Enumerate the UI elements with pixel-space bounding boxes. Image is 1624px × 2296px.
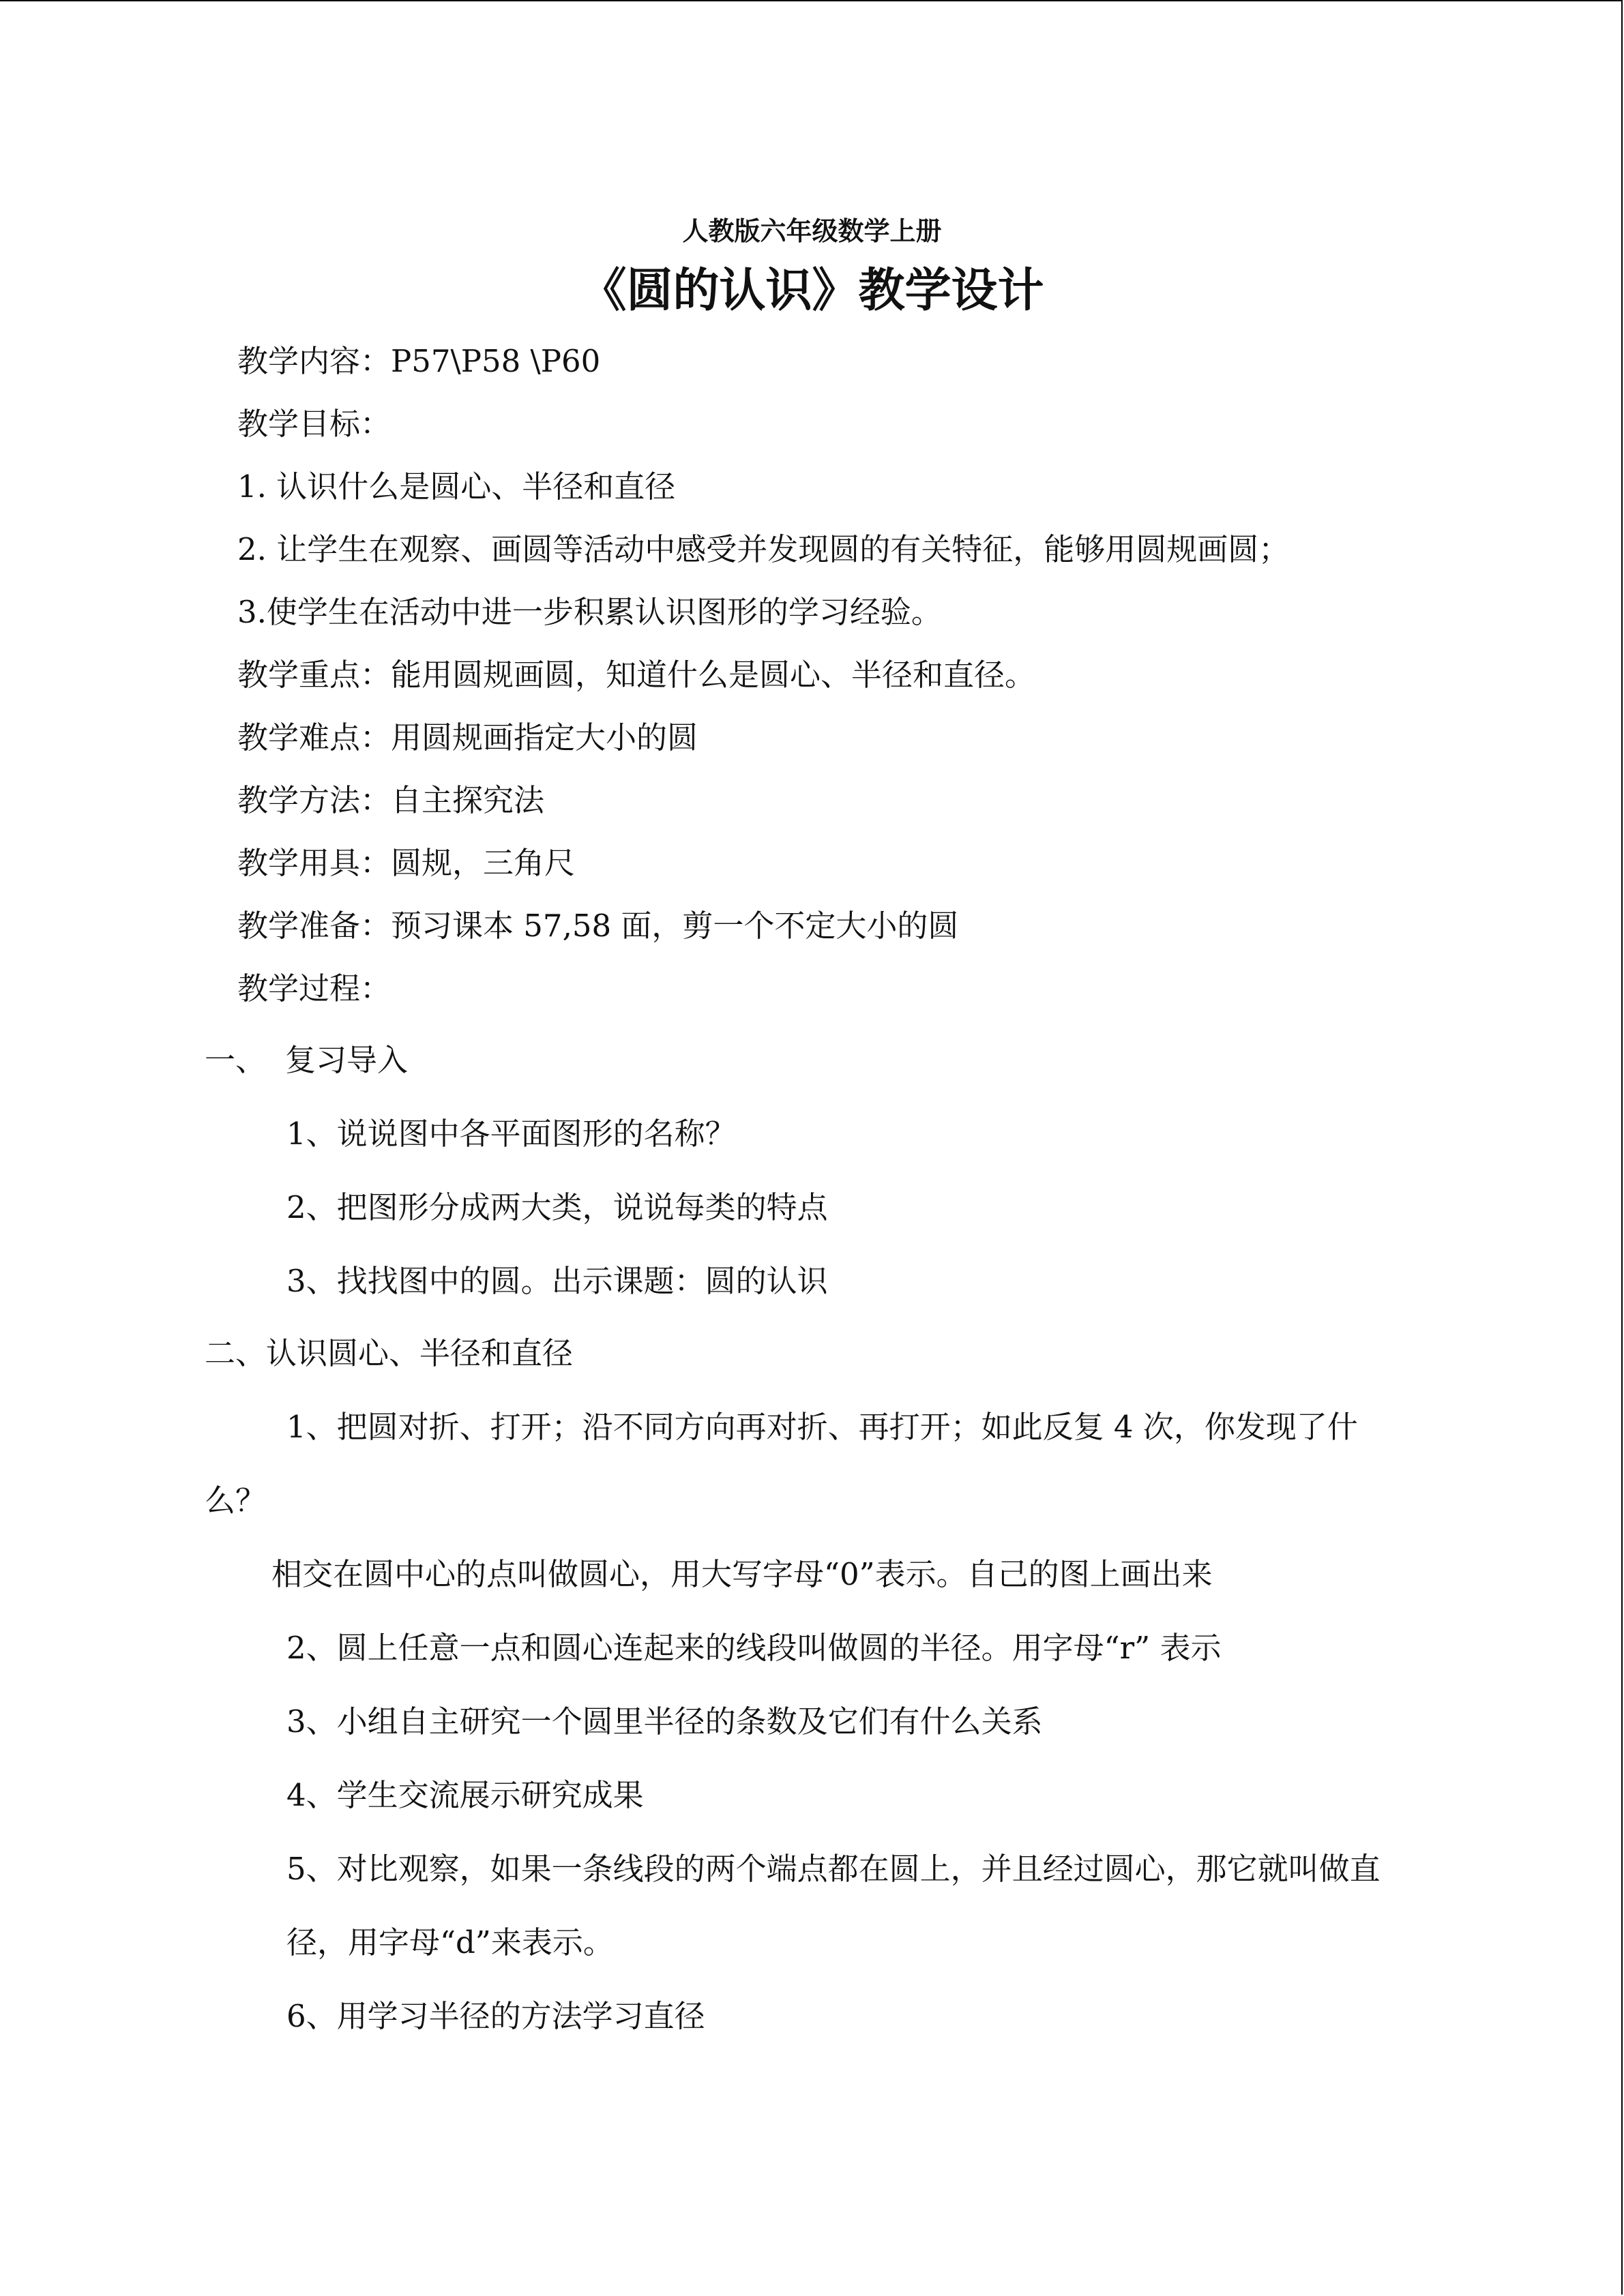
section-1-item-1: 1、说说图中各平面图形的名称？ xyxy=(286,1116,736,1152)
section-2-item-4: 4、学生交流展示研究成果 xyxy=(286,1777,644,1813)
teaching-content: 教学内容：P57\P58 \P60 xyxy=(237,343,601,379)
section-2-heading: 二、认识圆心、半径和直径 xyxy=(205,1335,574,1371)
section-2-item-6: 6、用学习半径的方法学习直径 xyxy=(286,1998,705,2034)
teaching-process-label: 教学过程： xyxy=(237,970,392,1007)
difficulty: 教学难点：用圆规画指定大小的圆 xyxy=(237,719,698,756)
section-2-item-5-line-1: 5、对比观察，如果一条线段的两个端点都在圆上，并且经过圆心，那它就叫做直 xyxy=(286,1851,1381,1887)
section-1-heading xyxy=(205,1040,408,1081)
section-2-item-1-line-1: 1、把圆对折、打开；沿不同方向再对折、再打开；如此反复 4 次，你发现了什 xyxy=(286,1409,1358,1445)
center-definition: 相交在圆中心的点叫做圆心，用大写字母“0”表示。自己的图上画出来 xyxy=(271,1556,1213,1592)
key-points: 教学重点：能用圆规画圆，知道什么是圆心、半径和直径。 xyxy=(237,657,1036,693)
teaching-method: 教学方法：自主探究法 xyxy=(237,782,545,818)
teaching-goals-label: 教学目标： xyxy=(237,406,392,442)
section-1-item-2: 2、把图形分成两大类，说说每类的特点 xyxy=(286,1189,828,1225)
document-title: 《圆的认识》教学设计 xyxy=(580,264,1044,318)
section-1-number: 一、 xyxy=(205,1042,267,1078)
section-2-item-2: 2、圆上任意一点和圆心连起来的线段叫做圆的半径。用字母“r” 表示 xyxy=(286,1630,1222,1666)
teaching-tools: 教学用具：圆规，三角尺 xyxy=(237,845,576,881)
goal-item-1: 1. 认识什么是圆心、半径和直径 xyxy=(237,468,676,505)
goal-item-3: 3.使学生在活动中进一步积累认识图形的学习经验。 xyxy=(237,594,942,630)
document-subtitle: 人教版六年级数学上册 xyxy=(682,216,942,246)
section-2-item-1-line-2: 么？ xyxy=(205,1482,267,1519)
section-2-item-3: 3、小组自主研究一个圆里半径的条数及它们有什么关系 xyxy=(286,1703,1043,1740)
section-1-title: 复习导入 xyxy=(285,1042,409,1078)
teaching-preparation: 教学准备：预习课本 57,58 面，剪一个不定大小的圆 xyxy=(237,908,959,944)
goal-item-2: 2. 让学生在观察、画圆等活动中感受并发现圆的有关特征，能够用圆规画圆； xyxy=(237,531,1290,567)
section-1-item-3: 3、找找图中的圆。出示课题：圆的认识 xyxy=(286,1263,828,1299)
section-2-item-5-line-2: 径，用字母“d”来表示。 xyxy=(286,1924,614,1960)
